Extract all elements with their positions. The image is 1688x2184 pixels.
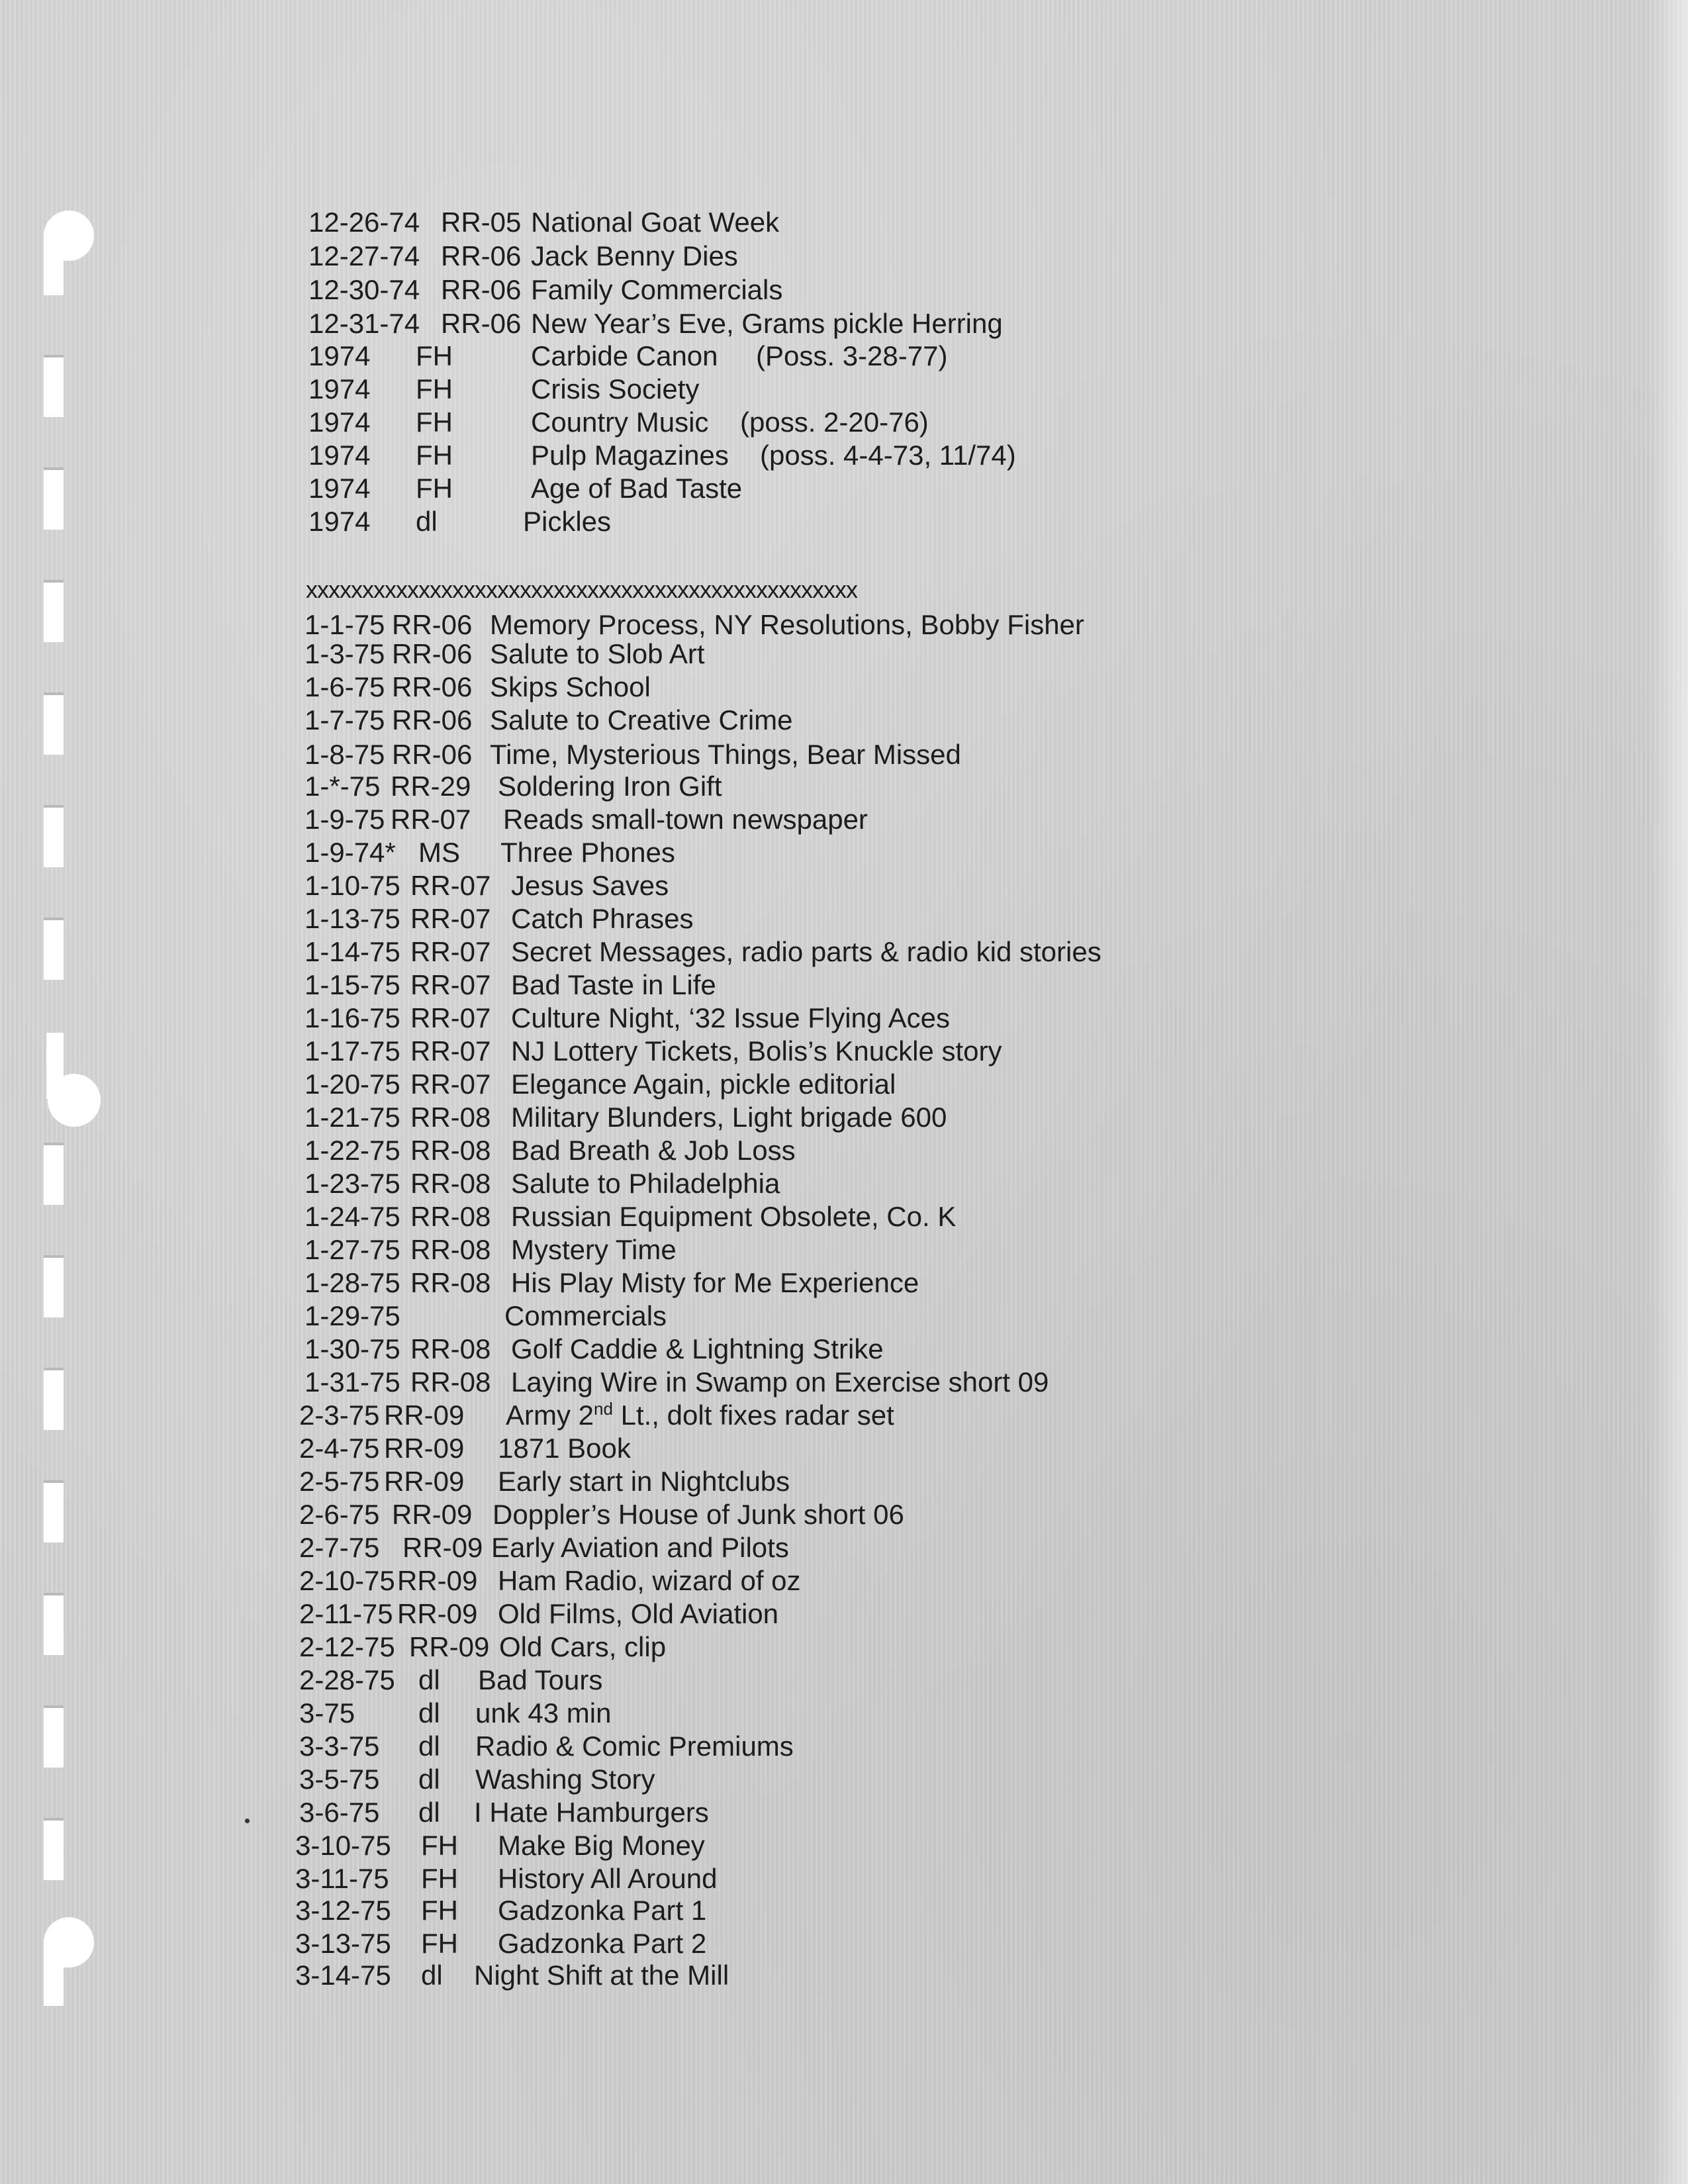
entry-title: Russian Equipment Obsolete, Co. K [511,1201,957,1232]
entry-date: 3-5-75 [299,1764,380,1795]
entry-title: Gadzonka Part 1 [498,1895,707,1926]
entry-title-text: Army 2 [506,1400,594,1431]
entry-title-text: Lt., dolt fixes radar set [612,1400,894,1431]
entry-title: Gadzonka Part 2 [498,1928,707,1959]
entry-date: 12-27-74 [308,240,420,271]
entry-code: RR-06 [392,739,473,770]
binder-tab [44,805,64,867]
entry-date: 12-30-74 [308,274,420,305]
entry-date: 1-3-75 [305,638,385,669]
entry-code: dl [418,1664,440,1695]
entry-code: dl [421,1960,443,1991]
entry-title: unk 43 min [475,1697,612,1729]
entry-date: 3-3-75 [299,1731,380,1762]
entry-title: Secret Messages, radio parts & radio kid stories [511,936,1102,967]
entry-date: 3-13-75 [295,1928,391,1959]
entry-date: 1-*-75 [305,771,381,802]
paper-edge [1648,0,1688,2184]
binder-hole-top-stem [44,238,64,295]
entry-code: FH [416,373,453,404]
entry-code: RR-08 [410,1168,491,1199]
entry-date: 1-21-75 [305,1102,400,1133]
entry-date: 1974 [308,506,371,537]
entry-code: RR-08 [410,1234,491,1265]
entry-date: 1-23-75 [305,1168,400,1199]
entry-code: dl [418,1764,440,1795]
entry-title: Catch Phrases [511,903,694,934]
entry-title: Time, Mysterious Things, Bear Missed [490,739,961,770]
entry-title: 1871 Book [498,1433,631,1464]
entry-title: Laying Wire in Swamp on Exercise short 09 [511,1366,1049,1398]
entry-title: Make Big Money [498,1830,705,1861]
entry-title: NJ Lottery Tickets, Bolis’s Knuckle story [511,1035,1002,1067]
entry-date: 2-6-75 [299,1499,380,1530]
binder-tab [44,1705,64,1768]
entry-title: Soldering Iron Gift [498,771,722,802]
entry-date: 3-10-75 [295,1830,391,1861]
entry-date: 1-27-75 [305,1234,400,1265]
binder-tab [44,692,64,755]
entry-date: 1-14-75 [305,936,400,967]
entry-title: Crisis Society [531,373,700,404]
binder-tab [44,467,64,530]
entry-code: MS [418,837,460,868]
entry-date: 12-26-74 [308,207,420,238]
entry-date: 1-13-75 [305,903,400,934]
entry-title [506,1400,894,1431]
binder-tab [44,918,64,980]
binder-tab [44,1480,64,1543]
entry-code: FH [416,340,453,371]
binder-tab [44,1143,64,1205]
entry-title: Military Blunders, Light brigade 600 [511,1102,947,1133]
entry-date: 1-20-75 [305,1068,400,1100]
entry-code: RR-07 [410,1002,491,1033]
entry-date: 1-1-75 [305,609,385,640]
entry-title: Jesus Saves [511,870,669,901]
entry-title: Salute to Philadelphia [511,1168,780,1199]
entry-code: RR-08 [410,1201,491,1232]
entry-date: 1974 [308,373,371,404]
entry-date: 12-31-74 [308,308,420,339]
entry-title: Salute to Creative Crime [490,704,793,736]
entry-code: FH [416,406,453,438]
entry-code: RR-06 [441,240,522,271]
entry-code: RR-06 [392,671,473,702]
entry-date: 1974 [308,473,371,504]
entry-code: RR-07 [410,969,491,1000]
entry-title: Night Shift at the Mill [474,1960,729,1991]
entry-code: RR-09 [397,1598,478,1629]
entry-title: His Play Misty for Me Experience [511,1267,919,1298]
entry-date: 1-15-75 [305,969,400,1000]
entry-date: 2-10-75 [299,1565,395,1596]
entry-code: dl [416,506,438,537]
entry-code: FH [421,1928,458,1959]
entry-date: 1-31-75 [305,1366,400,1398]
entry-title-superscript: nd [594,1399,613,1419]
entry-date: 1-28-75 [305,1267,400,1298]
entry-title: Reads small-town newspaper [503,804,868,835]
entry-code: RR-06 [392,609,473,640]
entry-date: 1-22-75 [305,1135,400,1166]
entry-date: 1-8-75 [305,739,385,770]
entry-note: (poss. 2-20-76) [740,406,929,438]
entry-title: Bad Tours [478,1664,603,1695]
entry-code: RR-08 [410,1102,491,1133]
entry-date: 1974 [308,440,371,471]
entry-date: 1-17-75 [305,1035,400,1067]
entry-title: Country Music [531,406,709,438]
entry-title: Jack Benny Dies [531,240,738,271]
entry-code: RR-08 [410,1366,491,1398]
entry-title: Age of Bad Taste [531,473,743,504]
entry-title: Early start in Nightclubs [498,1466,790,1497]
entry-code: RR-09 [392,1499,473,1530]
entry-date: 1-10-75 [305,870,400,901]
entry-code: dl [418,1697,440,1729]
entry-title: Elegance Again, pickle editorial [511,1068,896,1100]
entry-title: New Year’s Eve, Grams pickle Herring [531,308,1003,339]
entry-title: Skips School [490,671,651,702]
entry-code: FH [421,1895,458,1926]
entry-date: 1-30-75 [305,1333,400,1364]
binder-tab [44,1593,64,1655]
entry-code: RR-07 [410,870,491,901]
entry-title: Bad Breath & Job Loss [511,1135,796,1166]
entry-title: Bad Taste in Life [511,969,716,1000]
entry-date: 3-14-75 [295,1960,391,1991]
entry-code: RR-07 [391,804,471,835]
entry-title: Commercials [504,1300,667,1331]
entry-title: Pickles [523,506,612,537]
entry-code: RR-09 [409,1631,490,1662]
entry-code: RR-05 [441,207,522,238]
entry-title: History All Around [498,1863,718,1894]
binder-hole-bottom-stem [44,1946,64,2006]
entry-date: 2-4-75 [299,1433,380,1464]
entry-code: FH [416,473,453,504]
entry-date: 3-11-75 [295,1863,389,1894]
binder-hole-middle-stem [46,1033,64,1099]
entry-title: Old Films, Old Aviation [498,1598,779,1629]
entry-code: RR-07 [410,936,491,967]
entry-code: RR-08 [410,1135,491,1166]
binder-tab [44,580,64,642]
entry-code: RR-09 [384,1433,465,1464]
entry-title: Old Cars, clip [499,1631,667,1662]
entry-date: 3-12-75 [295,1895,391,1926]
entry-date: 2-12-75 [299,1631,395,1662]
entry-date: 2-7-75 [299,1532,380,1563]
entry-date: 3-75 [299,1697,355,1729]
separator-line: xxxxxxxxxxxxxxxxxxxxxxxxxxxxxxxxxxxxxxxxxxxxxxxxx [306,576,857,603]
entry-code: RR-09 [384,1466,465,1497]
entry-date: 1-9-74* [305,837,396,868]
entry-title: Three Phones [500,837,675,868]
entry-code: FH [421,1830,458,1861]
entry-note: (Poss. 3-28-77) [756,340,948,371]
entry-date: 1-6-75 [305,671,385,702]
entry-code: RR-06 [441,274,522,305]
entry-code: RR-07 [410,903,491,934]
entry-title: Pulp Magazines [531,440,729,471]
entry-code: RR-06 [392,638,473,669]
entry-date: 1-29-75 [305,1300,400,1331]
entry-code: RR-07 [410,1068,491,1100]
entry-code: RR-06 [392,704,473,736]
entry-date: 1-9-75 [305,804,385,835]
entry-note: (poss. 4-4-73, 11/74) [760,440,1016,471]
entry-code: RR-09 [397,1565,478,1596]
entry-date: 1974 [308,406,371,438]
entry-code: dl [418,1731,440,1762]
entry-code: RR-08 [410,1333,491,1364]
entry-date: 1-16-75 [305,1002,400,1033]
entry-code: dl [418,1797,440,1828]
entry-date: 3-6-75 [299,1797,380,1828]
entry-title: Golf Caddie & Lightning Strike [511,1333,884,1364]
entry-title: Ham Radio, wizard of oz [498,1565,801,1596]
entry-date: 1-7-75 [305,704,385,736]
entry-title: Culture Night, ‘32 Issue Flying Aces [511,1002,950,1033]
entry-code: FH [416,440,453,471]
entry-title: Early Aviation and Pilots [491,1532,789,1563]
entry-date: 1974 [308,340,371,371]
entry-date: 2-5-75 [299,1466,380,1497]
entry-title: Family Commercials [531,274,783,305]
binder-tab [44,1255,64,1317]
entry-title: National Goat Week [531,207,780,238]
entry-date: 1-24-75 [305,1201,400,1232]
entry-code: RR-08 [410,1267,491,1298]
stray-mark [245,1819,250,1823]
entry-date: 2-28-75 [299,1664,395,1695]
entry-code: FH [421,1863,458,1894]
entry-code: RR-07 [410,1035,491,1067]
entry-title: Memory Process, NY Resolutions, Bobby Fisher [490,609,1084,640]
binder-tab [44,1818,64,1880]
entry-title: Salute to Slob Art [490,638,705,669]
entry-title: Carbide Canon [531,340,718,371]
entry-code: RR-09 [402,1532,483,1563]
entry-date: 2-3-75 [299,1400,380,1431]
binder-tab [44,1368,64,1430]
entry-title: I Hate Hamburgers [474,1797,709,1828]
entry-title: Mystery Time [511,1234,677,1265]
entry-code: RR-09 [384,1400,465,1431]
entry-title: Washing Story [475,1764,655,1795]
entry-title: Radio & Comic Premiums [475,1731,794,1762]
entry-code: RR-06 [441,308,522,339]
entry-date: 2-11-75 [299,1598,393,1629]
entry-code: RR-29 [391,771,471,802]
binder-tab [44,355,64,417]
entry-title: Doppler’s House of Junk short 06 [492,1499,904,1530]
